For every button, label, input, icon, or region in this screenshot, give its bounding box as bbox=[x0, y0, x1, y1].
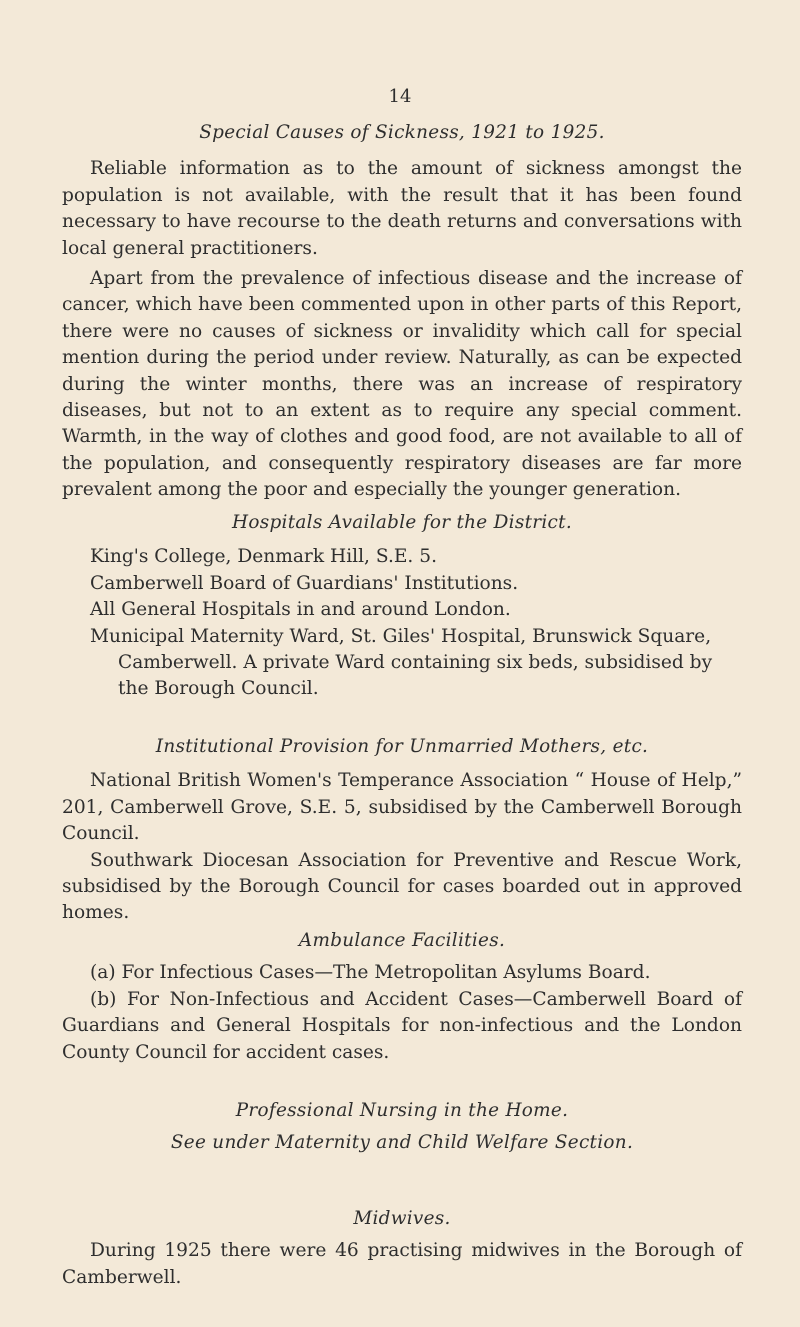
hospital-item: Municipal Maternity Ward, St. Giles' Hospital, Brunswick Square, Camberwell. A private Ward containing six beds, subsidised by the Borough Council. bbox=[90, 625, 713, 700]
section-heading-unmarried-mothers: Institutional Provision for Unmarried Mothers, etc. bbox=[155, 736, 649, 757]
section-heading-sickness: Special Causes of Sickness, 1921 to 1925. bbox=[199, 122, 605, 143]
section-midwives bbox=[62, 1206, 742, 1291]
hospital-item: All General Hospitals in and around London. bbox=[90, 599, 511, 621]
section-nursing bbox=[62, 1098, 742, 1157]
paragraph-sickness-2: Apart from the prevalence of infectious disease and the increase of cancer, which have been commented upon in other parts of this Report, there were no causes of sickness or invalidity which call for special mention during the period under review. Naturally, as can be expected during the winter months, there was an increase of respiratory diseases, but not to an extent as to require any special comment. Warmth, in the way of clothes and good food, are not available to all of the population, and consequently respiratory diseases are far more prevalent among the poor and especially the younger generation. bbox=[62, 268, 742, 501]
paragraph-ambulance-b: (b) For Non-Infectious and Accident Cases—Camberwell Board of Guardians and General Hospitals for non-infectious and the London County Council for accident cases. bbox=[62, 988, 742, 1063]
section-hospitals bbox=[62, 510, 742, 703]
page-number: 14 bbox=[388, 86, 412, 107]
paragraph-sickness-1: Reliable information as to the amount of sickness amongst the population is not available, with the result that it has been found necessary to have recourse to the death returns and conversations with local general practitioners. bbox=[62, 158, 742, 259]
paragraph-ambulance-a: (a) For Infectious Cases—The Metropolitan Asylums Board. bbox=[90, 962, 651, 984]
section-heading-midwives: Midwives. bbox=[353, 1208, 451, 1229]
section-heading-nursing: Professional Nursing in the Home. bbox=[235, 1100, 569, 1121]
hospital-item: Camberwell Board of Guardians' Institutions. bbox=[90, 572, 519, 594]
paragraph-unmarried-mothers-2: Southwark Diocesan Association for Preventive and Rescue Work, subsidised by the Borough Council for cases boarded out in approved homes. bbox=[62, 849, 742, 924]
hospital-item: King's College, Denmark Hill, S.E. 5. bbox=[90, 546, 437, 568]
section-unmarried-mothers bbox=[62, 734, 742, 927]
section-sickness bbox=[62, 120, 742, 504]
paragraph-midwives: During 1925 there were 46 practising midwives in the Borough of Camberwell. bbox=[62, 1240, 742, 1288]
section-heading-hospitals: Hospitals Available for the District. bbox=[232, 512, 572, 533]
section-heading-ambulance: Ambulance Facilities. bbox=[298, 930, 506, 951]
nursing-reference: See under Maternity and Child Welfare Section. bbox=[170, 1132, 634, 1154]
section-ambulance bbox=[62, 928, 742, 1066]
paragraph-unmarried-mothers-1: National British Women's Temperance Association “ House of Help,” 201, Camberwell Grove, S.E. 5, subsidised by the Camberwell Borough Council. bbox=[62, 770, 742, 845]
